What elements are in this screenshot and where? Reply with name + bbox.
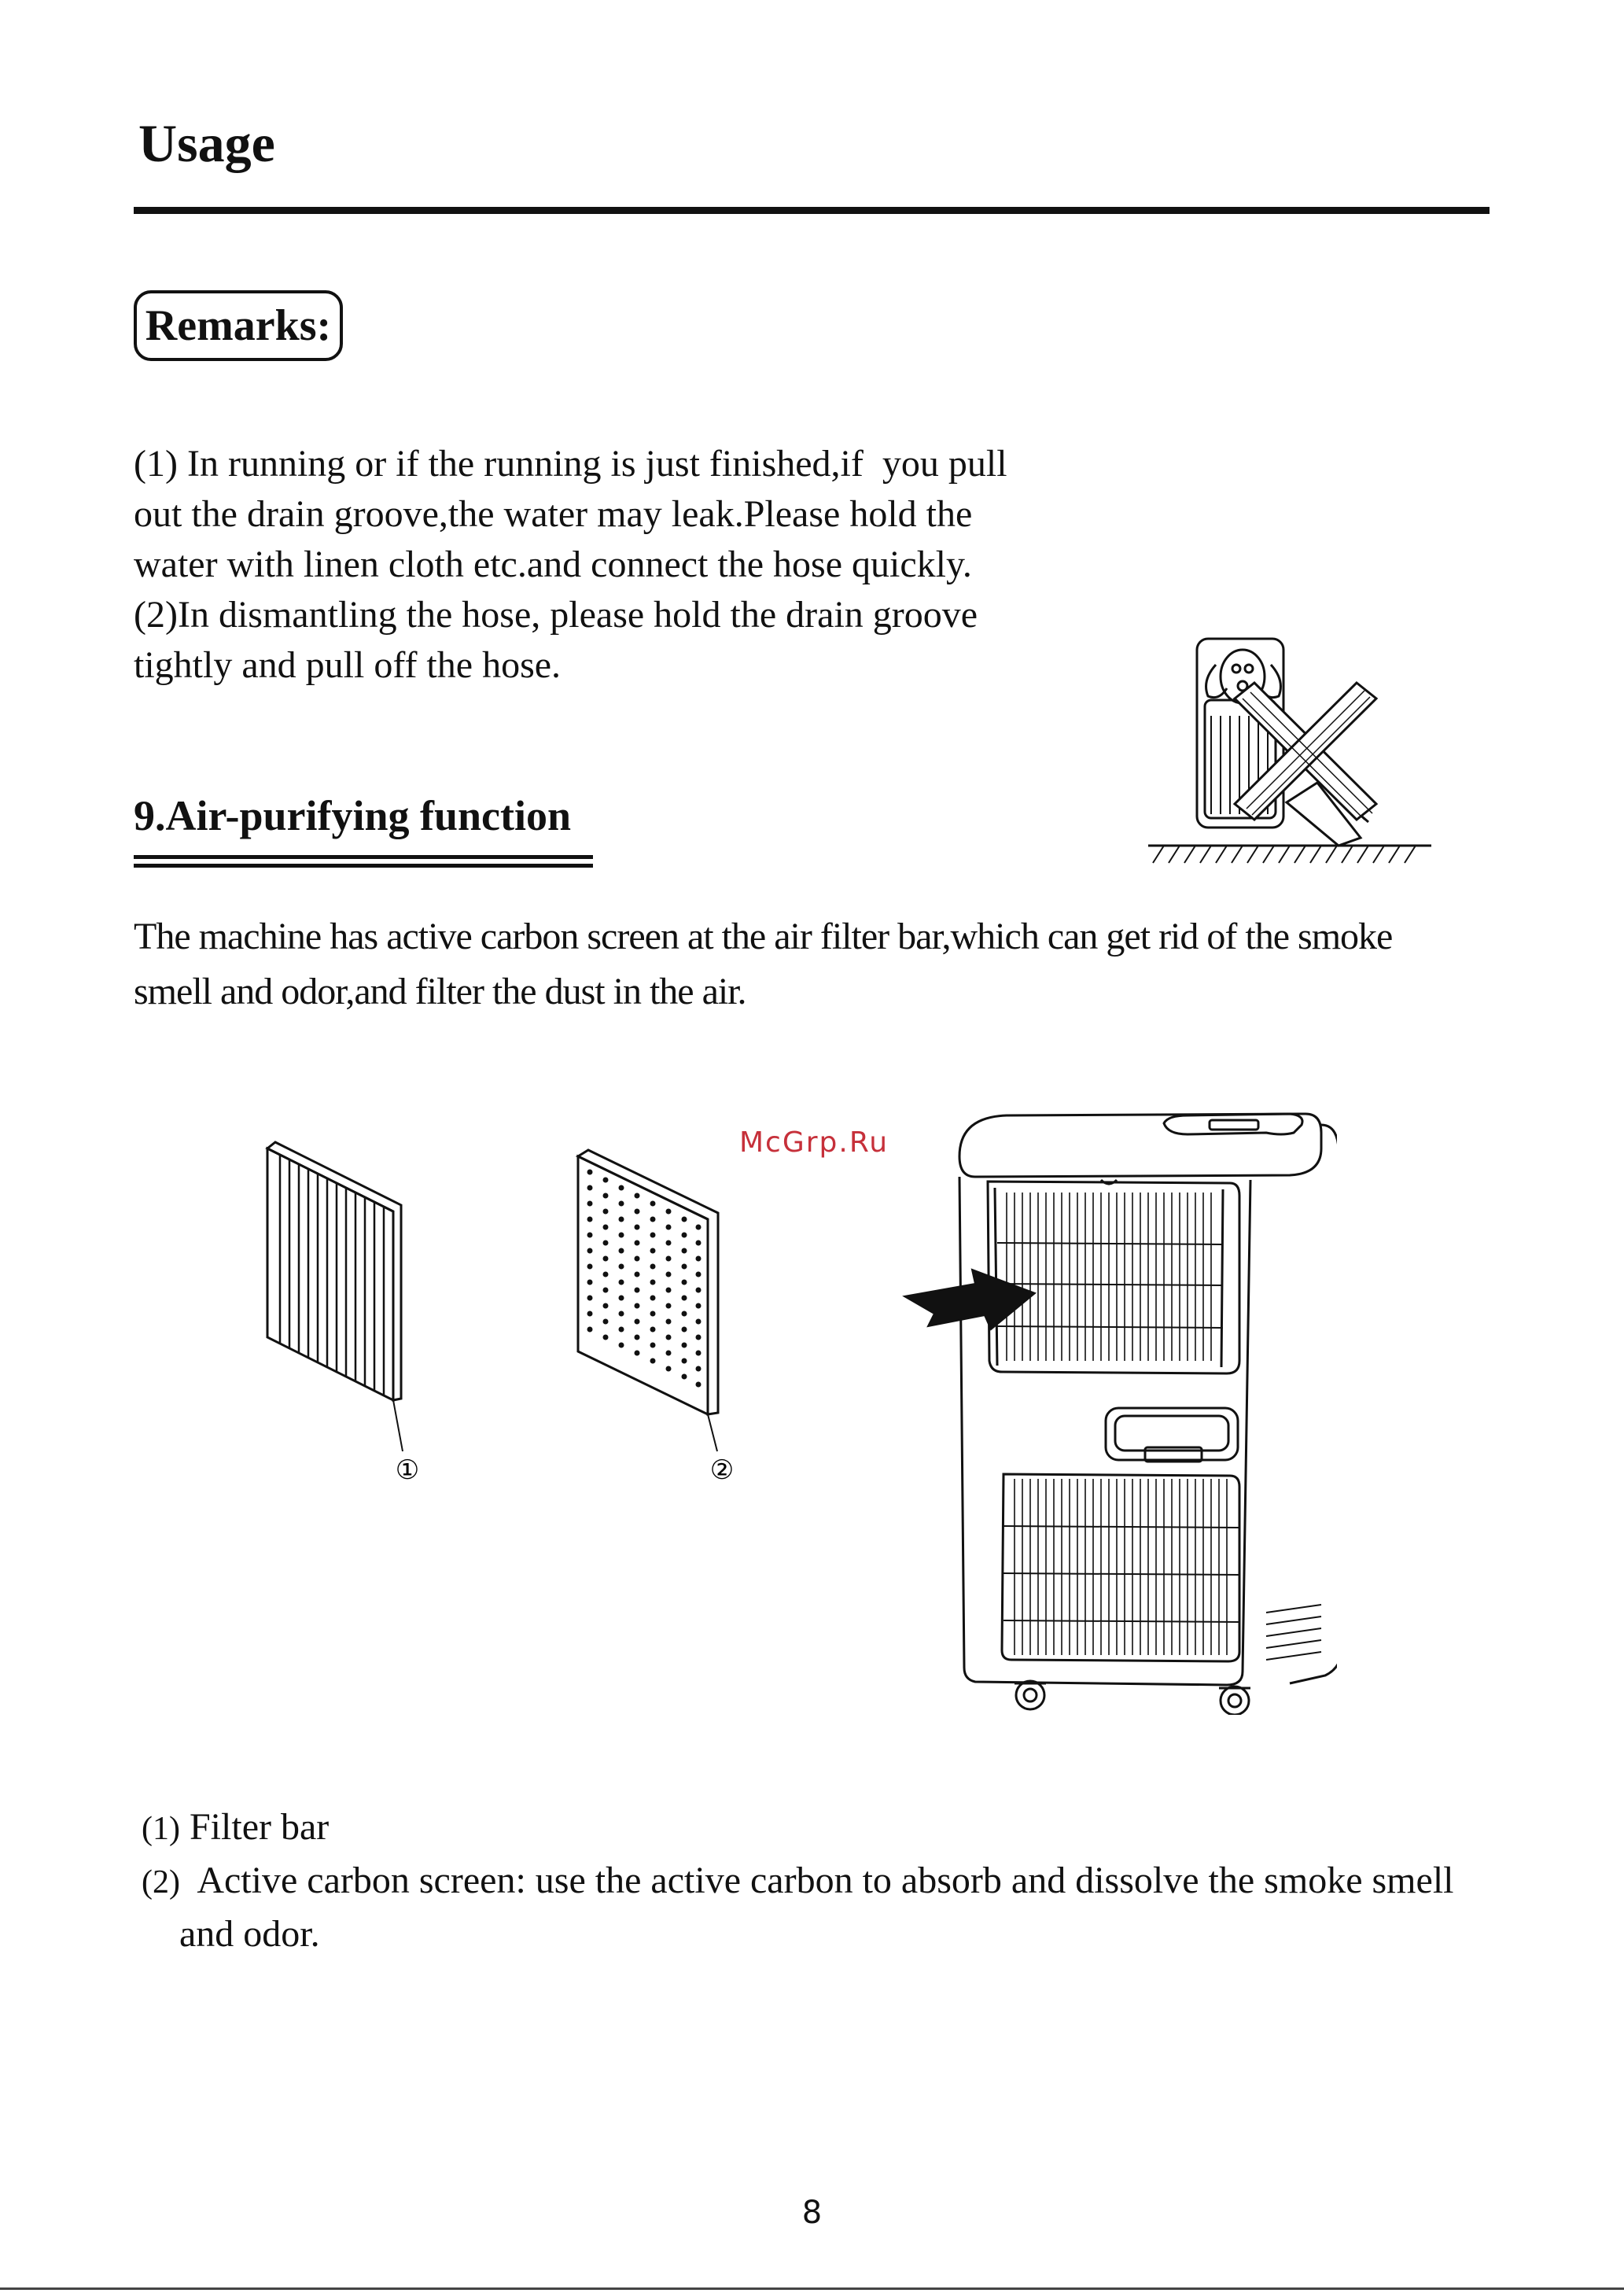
legend-item-2-number: (2) [142,1864,180,1900]
callout-1: ① [395,1454,420,1486]
section-rule-top [134,855,593,859]
wheel-left [1016,1681,1044,1709]
carbon-screen-illustration [566,1133,747,1502]
remarks-line: water with linen cloth etc.and connect the hose quickly. [134,544,972,585]
filter-bar-illustration [252,1133,433,1502]
legend-item-2-text: Active carbon screen: use the active carbon to absorb and dissolve the smoke smell [179,1860,1454,1901]
legend-item-1 [142,1801,1454,1855]
description-line: smell and odor,and filter the dust in the air. [134,971,746,1012]
page-title: Usage [138,113,275,173]
section-description [134,909,1392,1019]
upper-grille [988,1182,1239,1373]
carbon-dots [587,1170,702,1388]
remarks-line: (2)In dismantling the hose, please hold the drain groove [134,594,978,636]
remarks-line: out the drain groove,the water may leak.Please hold the [134,493,973,535]
section-rule-bottom [134,864,593,868]
title-rule [134,207,1490,214]
watermark: McGrp.Ru [739,1126,889,1159]
wheel-right [1221,1687,1249,1715]
legend-item-1-text: Filter bar [189,1806,330,1848]
insert-arrow-icon [904,1270,1035,1329]
remarks-line: tightly and pull off the hose. [134,644,562,686]
prohibited-x-icon [1235,683,1376,820]
remarks-label: Remarks: [134,290,343,361]
remarks-line: (1) In running or if the running is just finished,if you pull [134,443,1007,485]
remarks-text [134,439,1007,691]
figure-legend [142,1801,1454,1960]
prohibited-illustration [1132,621,1447,873]
legend-item-1-number: (1) [142,1811,180,1847]
air-unit-illustration [897,1101,1337,1715]
unit-top-cap [959,1114,1321,1177]
callout-2: ② [709,1454,735,1486]
page-number: 8 [801,2195,823,2231]
section-title: 9.Air-purifying function [134,792,572,839]
page-bottom-edge [0,2287,1624,2290]
legend-item-2-continuation: and odor. [142,1913,320,1955]
legend-item-2 [142,1855,1454,1908]
description-line: The machine has active carbon screen at the air filter bar,which can get rid of the smoke [134,916,1393,957]
